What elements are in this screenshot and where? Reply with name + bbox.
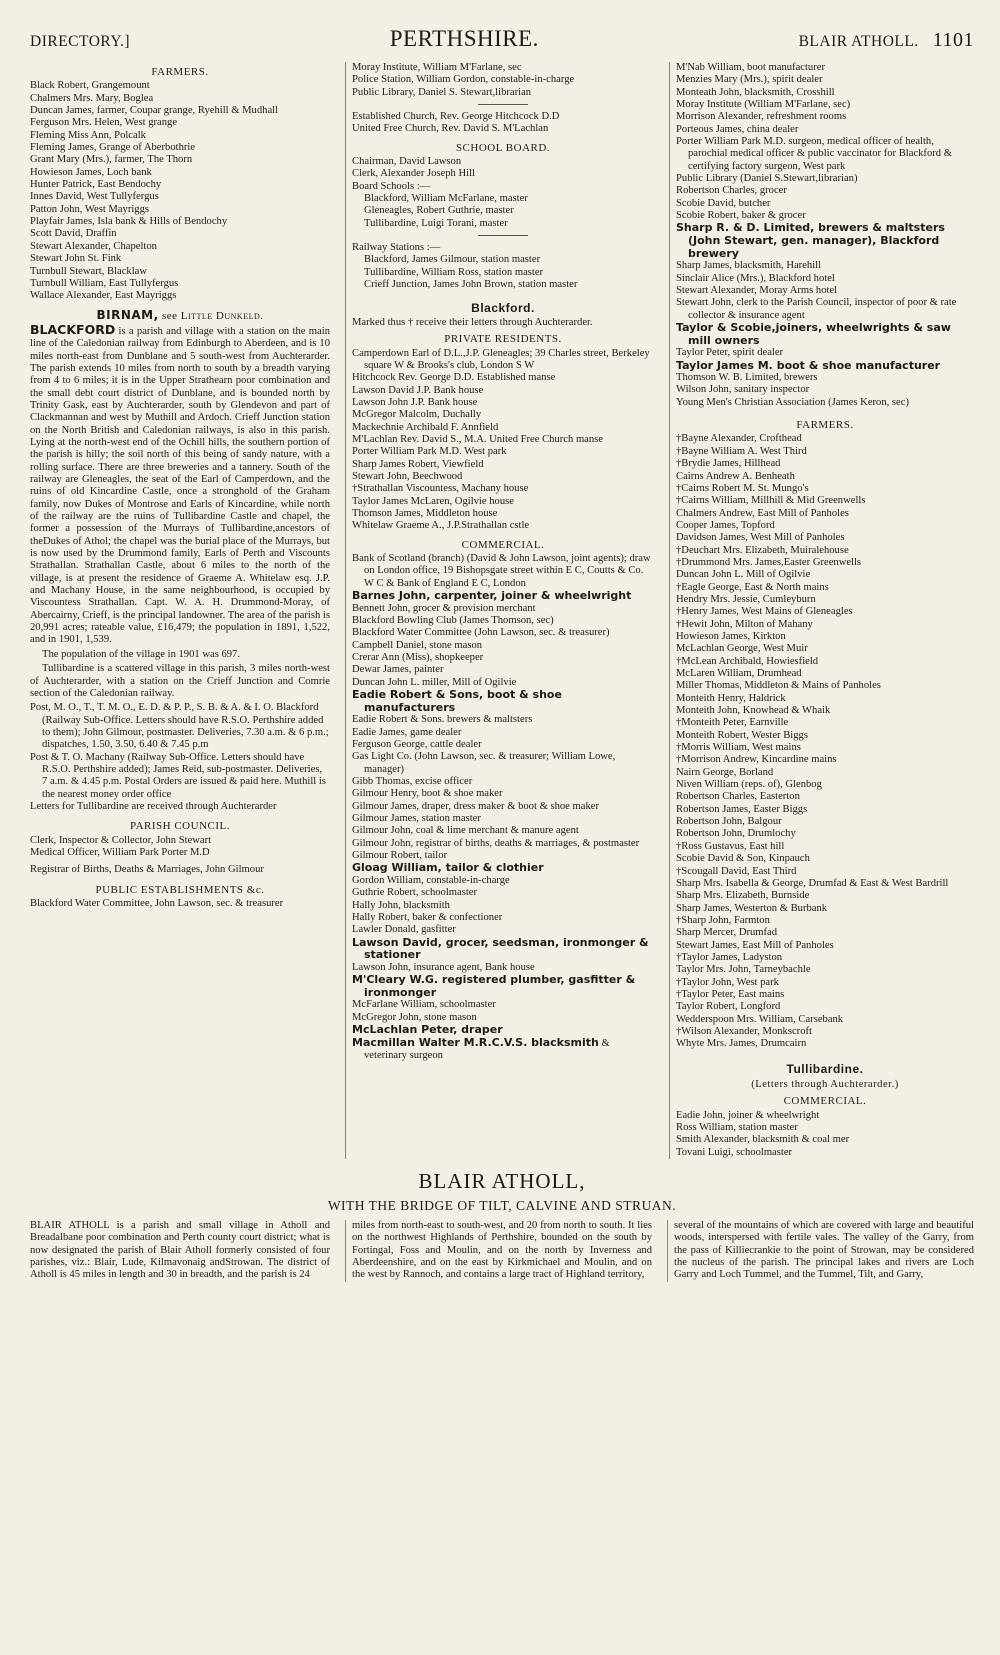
commercial-entry: Blackford Water Committee (John Lawson, sec. & treasurer) (352, 627, 610, 639)
farmer-entry: †Taylor John, West park (676, 976, 779, 988)
commercial-entry: Robertson Charles, grocer (676, 185, 787, 197)
commercial-entry: Thomson W. B. Limited, brewers (676, 372, 818, 384)
commercial-entry: Public Library (Daniel S.Stewart,librarian) (676, 173, 858, 185)
auchterarder-letters-note: Marked thus † receive their letters through Auchterarder. (352, 316, 593, 328)
church-entry: United Free Church, Rev. David S. M'Lachlan (352, 123, 549, 135)
railway-station-entry: Crieff Junction, James John Brown, station master (364, 279, 578, 291)
board-school-entry: Gleneagles, Robert Guthrie, master (364, 205, 514, 217)
commercial-entry: Eadie James, game dealer (352, 726, 462, 738)
commercial-entry: Monteath John, blacksmith, Crosshill (676, 86, 835, 98)
post-office-entry: Post, M. O., T., T. M. O., E. D. & P. P., S. B. & A. & I. O. Blackford (Railway Sub-Office. Letters should have R.S.O. Perthshire added to them); John Gilmour, postmaster. Deliveries, 7.30 a.m. & 6 p.m.; dispatches, 1.50, 3.50, 6.40 & 7.45 p.m (30, 702, 329, 751)
farmer-entry: Stewart James, East Mill of Panholes (676, 939, 834, 951)
commercial-entry: Gordon William, constable-in-charge (352, 874, 510, 886)
farmer-entry: Wallace Alexander, East Mayriggs (30, 290, 177, 302)
farmer-entry: Sharp Mercer, Drumfad (676, 927, 778, 939)
running-head-right (799, 29, 974, 52)
farmer-entry: Howieson James, Kirkton (676, 630, 786, 642)
blair-atholl-text-3: several of the mountains of which are covered with large and beautiful woods, interspersed with fertile vales. The valley of the Garry, from the pass of Killiecrankie to the point of Strowan, may be considered the nucleus of the parish. The principal lakes and rivers are Loch Garry and Loch Tummel, and the Tummel, Tilt, and Garry, (667, 1220, 974, 1282)
commercial-entry: M'Cleary W.G. registered plumber, gasfitter & ironmonger (352, 973, 636, 999)
farmer-entry: Sharp Mrs. Isabella & George, Drumfad & East & West Bardrill (676, 877, 949, 889)
farmer-entry: Robertson John, Drumlochy (676, 828, 796, 840)
farmer-entry: †Taylor James, Ladyston (676, 951, 783, 963)
farmer-entry: Monteith Robert, Wester Biggs (676, 729, 808, 741)
church-entry: Established Church, Rev. George Hitchcock D.D (352, 111, 560, 123)
commercial-entry: Barnes John, carpenter, joiner & wheelwright (352, 589, 632, 603)
farmer-entry: Monteith John, Knowhead & Whaik (676, 705, 831, 717)
tullibardine-commercial-list (676, 1110, 974, 1159)
parish-council-list (30, 835, 330, 860)
commercial-entry: Stewart Alexander, Moray Arms hotel (676, 284, 838, 296)
school-board-entry: Clerk, Alexander Joseph Hill (352, 168, 475, 180)
commercial-entry: Gilmour John, coal & lime merchant & manure agent (352, 825, 579, 837)
farmer-entry: †Bayne Alexander, Crofthead (676, 433, 802, 445)
running-head-left: DIRECTORY.] (30, 33, 131, 50)
public-establishments-list (30, 898, 330, 910)
blackford-lead: BLACKFORD (30, 321, 116, 337)
post-office-entry: Post & T. O. Machany (Railway Sub-Office. Letters should have R.S.O. Perthshire added); James Reid, sub-postmaster. Deliveries, 7 a.m. & 4.45 p.m. Postal Orders are issued & paid here. Muthill is the nearest money order office (30, 751, 326, 800)
commercial-entry: Scobie David, butcher (676, 197, 771, 209)
railway-stations-label: Railway Stations :— (352, 242, 441, 254)
commercial-entry: Dewar James, painter (352, 664, 444, 676)
private-resident-entry: M'Lachlan Rev. David S., M.A. United Free Church manse (352, 433, 604, 445)
commercial-entry: Taylor & Scobie,joiners, wheelwrights & saw mill owners (676, 320, 951, 347)
commercial-entry: Gilmour John, registrar of births, deaths & marriages, & postmaster (352, 837, 640, 849)
blair-atholl-text-1: BLAIR ATHOLL is a parish and small village in Atholl and Breadalbane poor combination and Perth county court district; what is now designated the parish of Blair Atholl formerly consisted of four parishes, viz.: Blair, Lude, Kilmavonaig andStrowan. The district of Atholl is 45 miles in length and 30 in breadth, and the parish is 24 (30, 1220, 330, 1281)
farmer-entry: Niven William (reps. of), Glenbog (676, 779, 822, 791)
farmer-entry: †Morris William, West mains (676, 742, 801, 754)
farmer-entry: Robertson Charles, Easterton (676, 791, 800, 803)
blair-atholl-description (30, 1220, 974, 1282)
school-board-entry: Board Schools :— (352, 180, 431, 192)
commercial-entry: Porter William Park M.D. surgeon, medical officer of health, parochial medical officer & public vaccinator for Blackford & certifying factory surgeon, West park (676, 136, 952, 172)
commercial-entry: Lawson John, insurance agent, Bank house (352, 961, 535, 973)
railway-station-entry: Tullibardine, William Ross, station master (364, 266, 544, 278)
farmer-entry: †Bayne William A. West Third (676, 445, 807, 457)
commercial-entry: Crerar Ann (Miss), shopkeeper (352, 652, 484, 664)
public-establishments-heading: PUBLIC ESTABLISHMENTS &c. (95, 883, 265, 896)
farmer-entry: Hunter Patrick, East Bendochy (30, 179, 162, 191)
farmer-entry: Robertson John, Balgour (676, 816, 782, 828)
commercial-entry: Bennett John, grocer & provision merchant (352, 602, 536, 614)
commercial-entry: Gilmour Robert, tailor (352, 850, 448, 862)
blackford-paragraph: The population of the village in 1901 was 697. (42, 648, 241, 660)
farmer-entry: Duncan James, farmer, Coupar grange, Ryehill & Mudhall (30, 105, 279, 117)
commercial-entry: Taylor James M. boot & shoe manufacturer (676, 358, 941, 372)
commercial-entry: Smith Alexander, blacksmith & coal mer (676, 1134, 850, 1146)
farmer-entry: Chalmers Andrew, East Mill of Panholes (676, 507, 849, 519)
commercial-entry: Gilmour James, draper, dress maker & boot & shoe maker (352, 800, 599, 812)
private-resident-entry: Porter William Park M.D. West park (352, 446, 507, 458)
commercial-entry: Young Men's Christian Association (James Keron, sec) (676, 396, 909, 408)
farmer-entry: †Scougall David, East Third (676, 865, 797, 877)
commercial-entry: Gilmour James, station master (352, 813, 481, 824)
institution-entry: Police Station, William Gordon, constable-in-charge (352, 74, 575, 86)
private-resident-entry: Taylor James McLaren, Ogilvie house (352, 495, 514, 507)
commercial-entry: Hally John, blacksmith (352, 899, 450, 911)
commercial-entry: Moray Institute (William M'Farlane, sec) (676, 99, 851, 111)
farmers-list (30, 80, 330, 302)
farmer-entry: †Taylor Peter, East mains (676, 988, 785, 1000)
registrar-entry: Registrar of Births, Deaths & Marriages, John Gilmour (30, 864, 264, 876)
railway-stations-list (352, 254, 654, 291)
commercial-entry: Guthrie Robert, schoolmaster (352, 887, 478, 899)
farmer-entry: Nairn George, Borland (676, 766, 774, 778)
farmers-heading: FARMERS. (151, 66, 209, 78)
commercial-entry: McLachlan Peter, draper (352, 1023, 503, 1037)
commercial-entry: McGregor John, stone mason (352, 1011, 477, 1023)
farmer-entry: †Henry James, West Mains of Gleneagles (676, 606, 853, 618)
private-residents-list (352, 348, 654, 533)
commercial-entry: Campbell Daniel, stone mason (352, 639, 483, 651)
directory-columns (30, 62, 974, 1159)
private-resident-entry: Sharp James Robert, Viewfield (352, 458, 484, 470)
commercial-entry: Wilson John, sanitary inspector (676, 384, 810, 396)
farmer-entry: Stewart Alexander, Chapelton (30, 240, 157, 252)
commercial-entry: Gibb Thomas, excise officer (352, 775, 473, 787)
school-board-list (352, 156, 654, 193)
farmer-entry: Fleming James, Grange of Aberbothrie (30, 142, 196, 154)
parish-council-entry: Medical Officer, William Park Porter M.D (30, 846, 210, 858)
private-resident-entry: Lawson John J.P. Bank house (352, 396, 478, 408)
commercial-entry: Porteous James, china dealer (676, 123, 799, 135)
railway-station-entry: Blackford, James Gilmour, station master (364, 254, 541, 266)
private-resident-entry: Lawson David J.P. Bank house (352, 384, 484, 396)
school-board-heading: SCHOOL BOARD. (455, 141, 551, 154)
farmer-entry: †Brydie James, Hillhead (676, 458, 781, 470)
farmer-entry: Innes David, West Tullyfergus (30, 191, 159, 203)
farmer-entry: Patton John, West Mayriggs (30, 203, 150, 215)
commercial-entry: Morrison Alexander, refreshment rooms (676, 111, 847, 123)
institution-entry: Public Library, Daniel S. Stewart,librarian (352, 86, 532, 98)
farmer-entry: Duncan John L. Mill of Ogilvie (676, 569, 811, 581)
farmer-entry: Playfair James, Isla bank & Hills of Bendochy (30, 216, 228, 228)
farmer-entry: †Monteith Peter, Earnville (676, 717, 789, 729)
private-resident-entry: Whitelaw Graeme A., J.P.Strathallan cstle (352, 520, 530, 532)
board-school-entry: Blackford, William McFarlane, master (364, 193, 528, 205)
farmer-entry: †Cairns William, Millhill & Mid Greenwells (676, 495, 866, 507)
public-establishment-entry: Blackford Water Committee, John Lawson, sec. & treasurer (30, 898, 284, 909)
commercial-entry: Scobie Robert, baker & grocer (676, 210, 806, 222)
private-resident-entry: †Strathallan Viscountess, Machany house (352, 483, 529, 495)
commercial-entry: Eadie Robert & Sons, boot & shoe manufacturers (352, 688, 562, 714)
farmer-entry: †Cairns Robert M. St. Mungo's (676, 482, 809, 494)
farmer-entry: †McLean Archibald, Howiesfield (676, 655, 819, 667)
running-head-place: BLAIR ATHOLL. (798, 33, 919, 50)
farmer-entry: †Sharp John, Farmton (676, 914, 770, 926)
blair-atholl-text-2: miles from north-east to south-west, and 20 from north to south. It lies on the northwest Highlands of Perthshire, bounded on the south by Fortingal, Foss and Moulin, and on the north by Inverness and Aberdeenshire, and on the east by Kirkmichael and Moulin, and on the west by Rannoch, and contains a large tract of Highland territory, (345, 1220, 652, 1282)
tullibardine-heading: Tullibardine. (786, 1061, 864, 1076)
commercial-entry: Gloag William, tailor & clothier (352, 861, 544, 875)
private-resident-entry: Hitchcock Rev. George D.D. Established manse (352, 372, 556, 384)
commercial-heading: COMMERCIAL. (461, 538, 545, 551)
farmer-entry: Scott David, Draffin (30, 228, 117, 240)
board-schools-list (352, 193, 654, 230)
farmer-entry: Sharp Mrs. Elizabeth, Burnside (676, 890, 810, 902)
commercial-list-continued (676, 62, 974, 409)
parish-council-heading: PARISH COUNCIL. (129, 820, 230, 833)
divider (478, 104, 528, 105)
blackford-heading: Blackford. (471, 300, 535, 315)
commercial-entry-bold: Macmillan Walter M.R.C.V.S. blacksmith (352, 1035, 599, 1049)
farmer-entry: Cairns Andrew A. Benheath (676, 470, 795, 482)
farmer-entry: Black Robert, Grangemount (30, 80, 150, 92)
commercial-entry: McFarlane William, schoolmaster (352, 999, 496, 1011)
farmer-entry: Cooper James, Topford (676, 519, 775, 531)
private-resident-entry: Thomson James, Middleton house (352, 508, 498, 519)
farmer-entry: Stewart John St. Fink (30, 253, 122, 265)
blair-atholl-title: BLAIR ATHOLL, (418, 1169, 586, 1194)
blackford-intro (30, 321, 330, 647)
farmer-entry: Turnbull Stewart, Blacklaw (30, 265, 148, 277)
blackford-paragraph: Tullibardine is a scattered village in this parish, 3 miles north-west of Auchterarder, with a station on the Crieff Junction and Comrie section of the Caledonian railway. (30, 663, 330, 699)
farmer-entry: Whyte Mrs. James, Drumcairn (676, 1038, 807, 1050)
post-office-entries (30, 702, 330, 813)
farmer-entry: Wedderspoon Mrs. William, Carsebank (676, 1013, 844, 1025)
private-resident-entry: McGregor Malcolm, Duchally (352, 409, 482, 421)
commercial-entry: Sinclair Alice (Mrs.), Blackford hotel (676, 272, 835, 284)
page-number: 1101 (932, 29, 974, 51)
farmer-entry: Miller Thomas, Middleton & Mains of Panholes (676, 680, 881, 692)
post-office-entry: Letters for Tullibardine are received through Auchterarder (30, 800, 277, 812)
tullibardine-note: (Letters through Auchterarder.) (751, 1079, 899, 1090)
commercial-entry: Gilmour Henry, boot & shoe maker (352, 788, 503, 800)
farmer-entry: †Wilson Alexander, Monkscroft (676, 1025, 812, 1037)
column-2 (345, 62, 654, 1159)
commercial-entry: Lawson David, grocer, seedsman, ironmonger & stationer (352, 935, 649, 962)
farmer-entry: McLaren William, Drumhead (676, 668, 802, 679)
commercial-entry: Eadie Robert & Sons. brewers & maltsters (352, 714, 533, 726)
commercial-entry: Gas Light Co. (John Lawson, sec. & treasurer; William Lowe, manager) (352, 751, 616, 775)
farmer-entry: †Ross Gustavus, East hill (676, 840, 785, 852)
private-resident-entry: Stewart John, Beechwood (352, 470, 463, 482)
commercial-entry: Sharp James, blacksmith, Harehill (676, 260, 822, 272)
commercial-entry: Ross William, station master (676, 1122, 798, 1134)
running-head-county: PERTHSHIRE. (389, 26, 539, 51)
commercial-entry: Ferguson George, cattle dealer (352, 738, 482, 750)
farmers-heading: FARMERS. (796, 419, 854, 432)
farmer-entry: †Hewit John, Milton of Mahany (676, 618, 813, 630)
farmer-entry: †Eagle George, East & North mains (676, 581, 829, 593)
birnam-name: BIRNAM, (96, 307, 159, 322)
commercial-entry: M'Nab William, boot manufacturer (676, 62, 825, 73)
commercial-entry: Sharp R. & D. Limited, brewers & maltsters (John Stewart, gen. manager), Blackford brewery (676, 221, 945, 260)
commercial-entry (352, 1037, 654, 1063)
institution-entry: Moray Institute, William M'Farlane, sec (352, 62, 522, 73)
column-1 (30, 62, 330, 1159)
blackford-paragraph: is a parish and village with a station on the main line of the Caledonian railway from Edinburgh to Aberdeen, and is 10 miles north-east from Dunblane and 5 south-west from Auchterarder. The parish extends 10 miles from north to south by a breadth varying from 4 to 6 miles; it is in the Upper Strathearn poor combination and the small debt court district of Dunblane, and is bounded north by Trinity Gask, east by Auchterarder, south by Glendevon and part of Clackmannan and west by Muthill and Ardoch. Crieff Junction station on the North British and Caledonian railways, is also in this parish. Lying at the north-west end of the Ochill hills, the southern portion of the parish is hilly; the soil north of this being of sandy nature, with a rolling surface. There are three breweries and a tannery. South of the railway are Gleneagles, the seat of the Earl of Camperdown, and the ruins of old Kincardine Castle, once a stronghold of the Graham family, now Dukes of Montrose and Earls of Kincardine, while north of the railway are the ruins of Tullibardine Castle and chapel, the former a possession of the Murrays of Tullibardine,ancestors of theDukes of Athol; the chapel was the burial place of the Murrays, but is now used by the Drummond family, Earls of Perth and Viscounts Strathallan. Strathallan Castle, about 6 miles to the north of the village, is at present the residence of Graeme A. Whitelaw esq. J.P. and Machany House, in the same neighbourhood, is occupied by Viscountess Strathallan. Capt. W. A. H. Drummond-Moray, of Abercairny, Crieff, is the principal landowner. The area of the parish is 20,991 acres; rateable value, £16,479; the population in 1891, 1,522, and in 1901, 1,539. (30, 325, 330, 646)
farmer-entry: Robertson James, Easter Biggs (676, 803, 808, 815)
commercial-entry: Blackford Bowling Club (James Thomson, sec) (352, 615, 554, 626)
school-board-entry: Chairman, David Lawson (352, 156, 462, 168)
farmer-entry: Taylor Robert, Longford (676, 1001, 781, 1013)
commercial-entry: Eadie John, joiner & wheelwright (676, 1109, 820, 1121)
commercial-entry: Duncan John L. miller, Mill of Ogilvie (352, 676, 517, 688)
private-resident-entry: Camperdown Earl of D.L.,J.P. Gleneagles; 39 Charles street, Berkeley square W & Brooks's club, London S W (352, 347, 650, 371)
commercial-entry-plain: & veterinary surgeon (364, 1037, 610, 1062)
farmer-entry: Monteith Henry, Haldrick (676, 692, 786, 704)
commercial-entry: Tovani Luigi, schoolmaster (676, 1146, 793, 1158)
churches-list (352, 111, 654, 136)
commercial-entry: Lawler Donald, gasfitter (352, 924, 456, 936)
commercial-list (352, 553, 654, 1037)
divider (478, 235, 528, 236)
farmer-entry: †Deuchart Mrs. Elizabeth, Muiralehouse (676, 544, 849, 556)
column-3 (669, 62, 974, 1159)
farmer-entry: Davidson James, West Mill of Panholes (676, 532, 845, 544)
farmer-entry: †Morrison Andrew, Kincardine mains (676, 754, 837, 766)
farmer-entry: Turnbull William, East Tullyfergus (30, 277, 179, 289)
birnam-see: see (161, 309, 178, 322)
institutions-list (352, 62, 654, 99)
commercial-entry: Stewart John, clerk to the Parish Council, inspector of poor & rate collector & insurance agent (676, 297, 957, 321)
farmer-entry: McLachlan George, West Muir (676, 643, 808, 655)
commercial-entry: Menzies Mary (Mrs.), spirit dealer (676, 74, 823, 86)
farmer-entry: Scobie David & Son, Kinpauch (676, 853, 810, 865)
board-school-entry: Tullibardine, Luigi Torani, master (364, 217, 508, 229)
farmer-entry: Fleming Miss Ann, Polcalk (30, 129, 146, 141)
commercial-heading: COMMERCIAL. (783, 1095, 867, 1108)
running-head (30, 26, 974, 62)
farmer-entry: Howieson James, Loch bank (30, 166, 152, 178)
private-resident-entry: Mackechnie Archibald F. Annfield (352, 421, 499, 433)
farmer-entry: Hendry Mrs. Jessie, Cumleyburn (676, 593, 816, 605)
farmer-entry: Sharp James, Westerton & Burbank (676, 902, 828, 914)
birnam-cross-reference (30, 309, 330, 322)
commercial-entry: Bank of Scotland (branch) (David & John Lawson, joint agents); draw on London office, 19 Bishopsgate street within E C, Coutts & Co. W C & Bank of England E C, London (352, 553, 651, 589)
blair-atholl-subtitle: WITH THE BRIDGE OF TILT, CALVINE AND STRUAN. (327, 1198, 677, 1214)
farmer-entry: Taylor Mrs. John, Tarneybachle (676, 964, 811, 976)
farmer-entry: †Drummond Mrs. James,Easter Greenwells (676, 556, 862, 568)
farmer-entry: Chalmers Mrs. Mary, Boglea (30, 92, 154, 104)
private-residents-heading: PRIVATE RESIDENTS. (444, 333, 562, 346)
commercial-entry: Taylor Peter, spirit dealer (676, 347, 784, 359)
birnam-ref: Little Dunkeld. (180, 309, 264, 322)
commercial-entry: Hally Robert, baker & confectioner (352, 912, 503, 923)
farmer-entry: Ferguson Mrs. Helen, West grange (30, 117, 178, 129)
farmers-list (676, 433, 974, 1050)
parish-council-entry: Clerk, Inspector & Collector, John Stewart (30, 834, 212, 846)
farmer-entry: Grant Mary (Mrs.), farmer, The Thorn (30, 154, 193, 166)
